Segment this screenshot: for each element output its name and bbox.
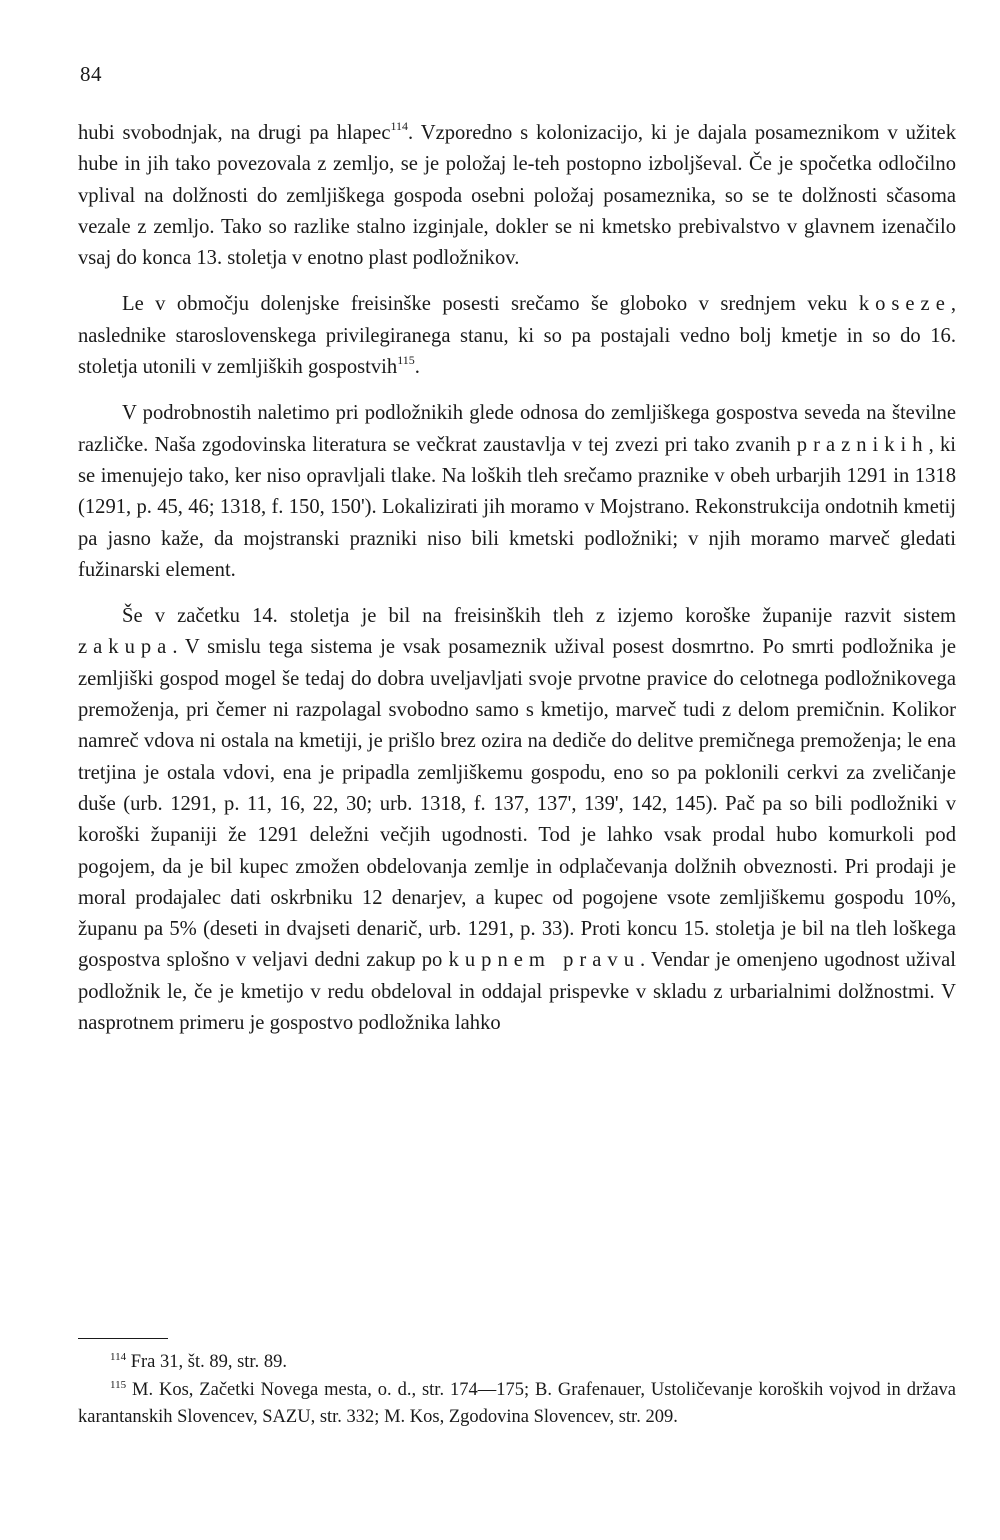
text-run: . Vendar je omenjeno ugodnost užival podložnik le, če je kmetijo v redu obdeloval in oddajal prispevke v skladu z urbarialnimi dolžnostmi. V nasprotnem primeru je gospostvo podložnika lahko	[78, 949, 956, 1035]
text-run: , ki se imenujejo tako, ker niso opravljali tlake. Na loških tleh srečamo praznike v obeh urbarjih 1291 in 1318 (1291, p. 45, 46; 1318, f. 150, 150'). Lokalizirati jih moramo v Mojstrano. Rekonstrukcija ondotnih kmetij pa jasno kaže, da mojstranski prazniki niso bili kmetski podložniki; v njih moramo marveč gledati fužinarski element.	[78, 433, 956, 581]
paragraph	[78, 118, 956, 274]
footnote-text: M. Kos, Začetki Novega mesta, o. d., str. 174—175; B. Grafenauer, Ustoličevanje koroških vojvod in država karantanskih Slovencev, SAZU, str. 332; M. Kos, Zgodovina Slovencev, str. 209.	[78, 1379, 956, 1428]
text-run: hubi svobodnjak, na drugi pa hlapec	[78, 122, 391, 144]
footnote-list	[78, 1349, 956, 1432]
text-run: .	[414, 356, 420, 379]
footnote	[78, 1377, 956, 1432]
text-run: , naslednike staroslovenskega privilegiranega stanu, ki so pa postajali vedno bolj kmetje in so do 16. stoletja utonili v zemljiških gospostvih	[78, 293, 956, 379]
text-run: . Vzporedno s kolonizacijo, ki je dajala posameznikom v užitek hube in jih tako povezovala z zemljo, se je položaj le-teh postopno izboljševal. Če je spočetka odločilno vplival na dolžnosti do zemljiškega gospoda osebni položaj posameznika, so se te dolžnosti sčasoma vezale z zemljo. Tako so razlike stalno izginjale, dokler se ni kmetsko prebivalstvo v glavnem izenačilo vsaj do konca 13. stoletja v enotno plast podložnikov.	[78, 122, 956, 270]
spaced-emphasis: praznikih	[796, 433, 929, 456]
page-number: 84	[80, 62, 102, 86]
spaced-emphasis: kupnem pravu	[448, 949, 640, 972]
footnote-reference: 115	[397, 353, 415, 368]
text-run: Le v območju dolenjske freisinške posesti srečamo še globoko v srednjem veku	[122, 293, 859, 316]
text-run: . V smislu tega sistema je vsak posameznik užival posest dosmrtno. Po smrti podložnika je zemljiški gospod mogel še tedaj do dobra uveljavljati svoje prvotne pravice do celotnega podložnikovega premoženja, pri čemer ni razpolagal svobodno samo s kmetijo, marveč tudi z delom premičnin. Kolikor namreč vdova ni ostala na kmetiji, je prišlo brez ozira na dediče do delitve premičnega premoženja; le ena tretjina je ostala vdovi, ena je pripadla zemljiškemu gospodu, eno so pa poklonili cerkvi za zveličanje duše (urb. 1291, p. 11, 16, 22, 30; urb. 1318, f. 137, 137', 139', 142, 145). Pač pa so bili podložniki v koroški županiji že 1291 deležni večjih ugodnosti. Tod je lahko vsak prodal hubo komurkoli pod pogojem, da je bil kupec zmožen obdelovanja zemlje in odplačevanja dolžnih obveznosti. Pri prodaji je moral prodajalec dati oskrbniku 12 denarjev, a kupec od pogojene vsote zemljiškemu gospodu 10%, županu pa 5% (deseti in dvajseti denarič, urb. 1291, p. 33). Proti koncu 15. stoletja je bil na tleh loškega gospostva splošno v veljavi dedni zakup po	[78, 636, 956, 972]
text-run: V podrobnostih naletimo pri podložnikih glede odnosa do zemljiškega gospostva seveda na številne različke. Naša zgodovinska literatura se večkrat zaustavlja v tej zvezi pri tako zvanih	[78, 402, 956, 456]
footnote-number: 115	[110, 1378, 127, 1391]
footnote-number: 114	[110, 1351, 127, 1363]
paragraph	[78, 398, 956, 586]
text-run: Še v začetku 14. stoletja je bil na freisinških tleh z izjemo koroške županije razvit sistem	[122, 605, 956, 628]
body-text	[78, 118, 956, 1039]
footnotes	[78, 1338, 956, 1432]
paragraph	[78, 289, 956, 383]
footnote	[78, 1349, 956, 1377]
paragraph	[78, 601, 956, 1039]
spaced-emphasis: zakupa	[78, 636, 173, 659]
footnote-divider	[78, 1338, 168, 1339]
footnote-reference: 114	[390, 119, 409, 133]
footnote-text: Fra 31, št. 89, str. 89.	[130, 1352, 287, 1372]
spaced-emphasis: koseze	[858, 293, 951, 316]
